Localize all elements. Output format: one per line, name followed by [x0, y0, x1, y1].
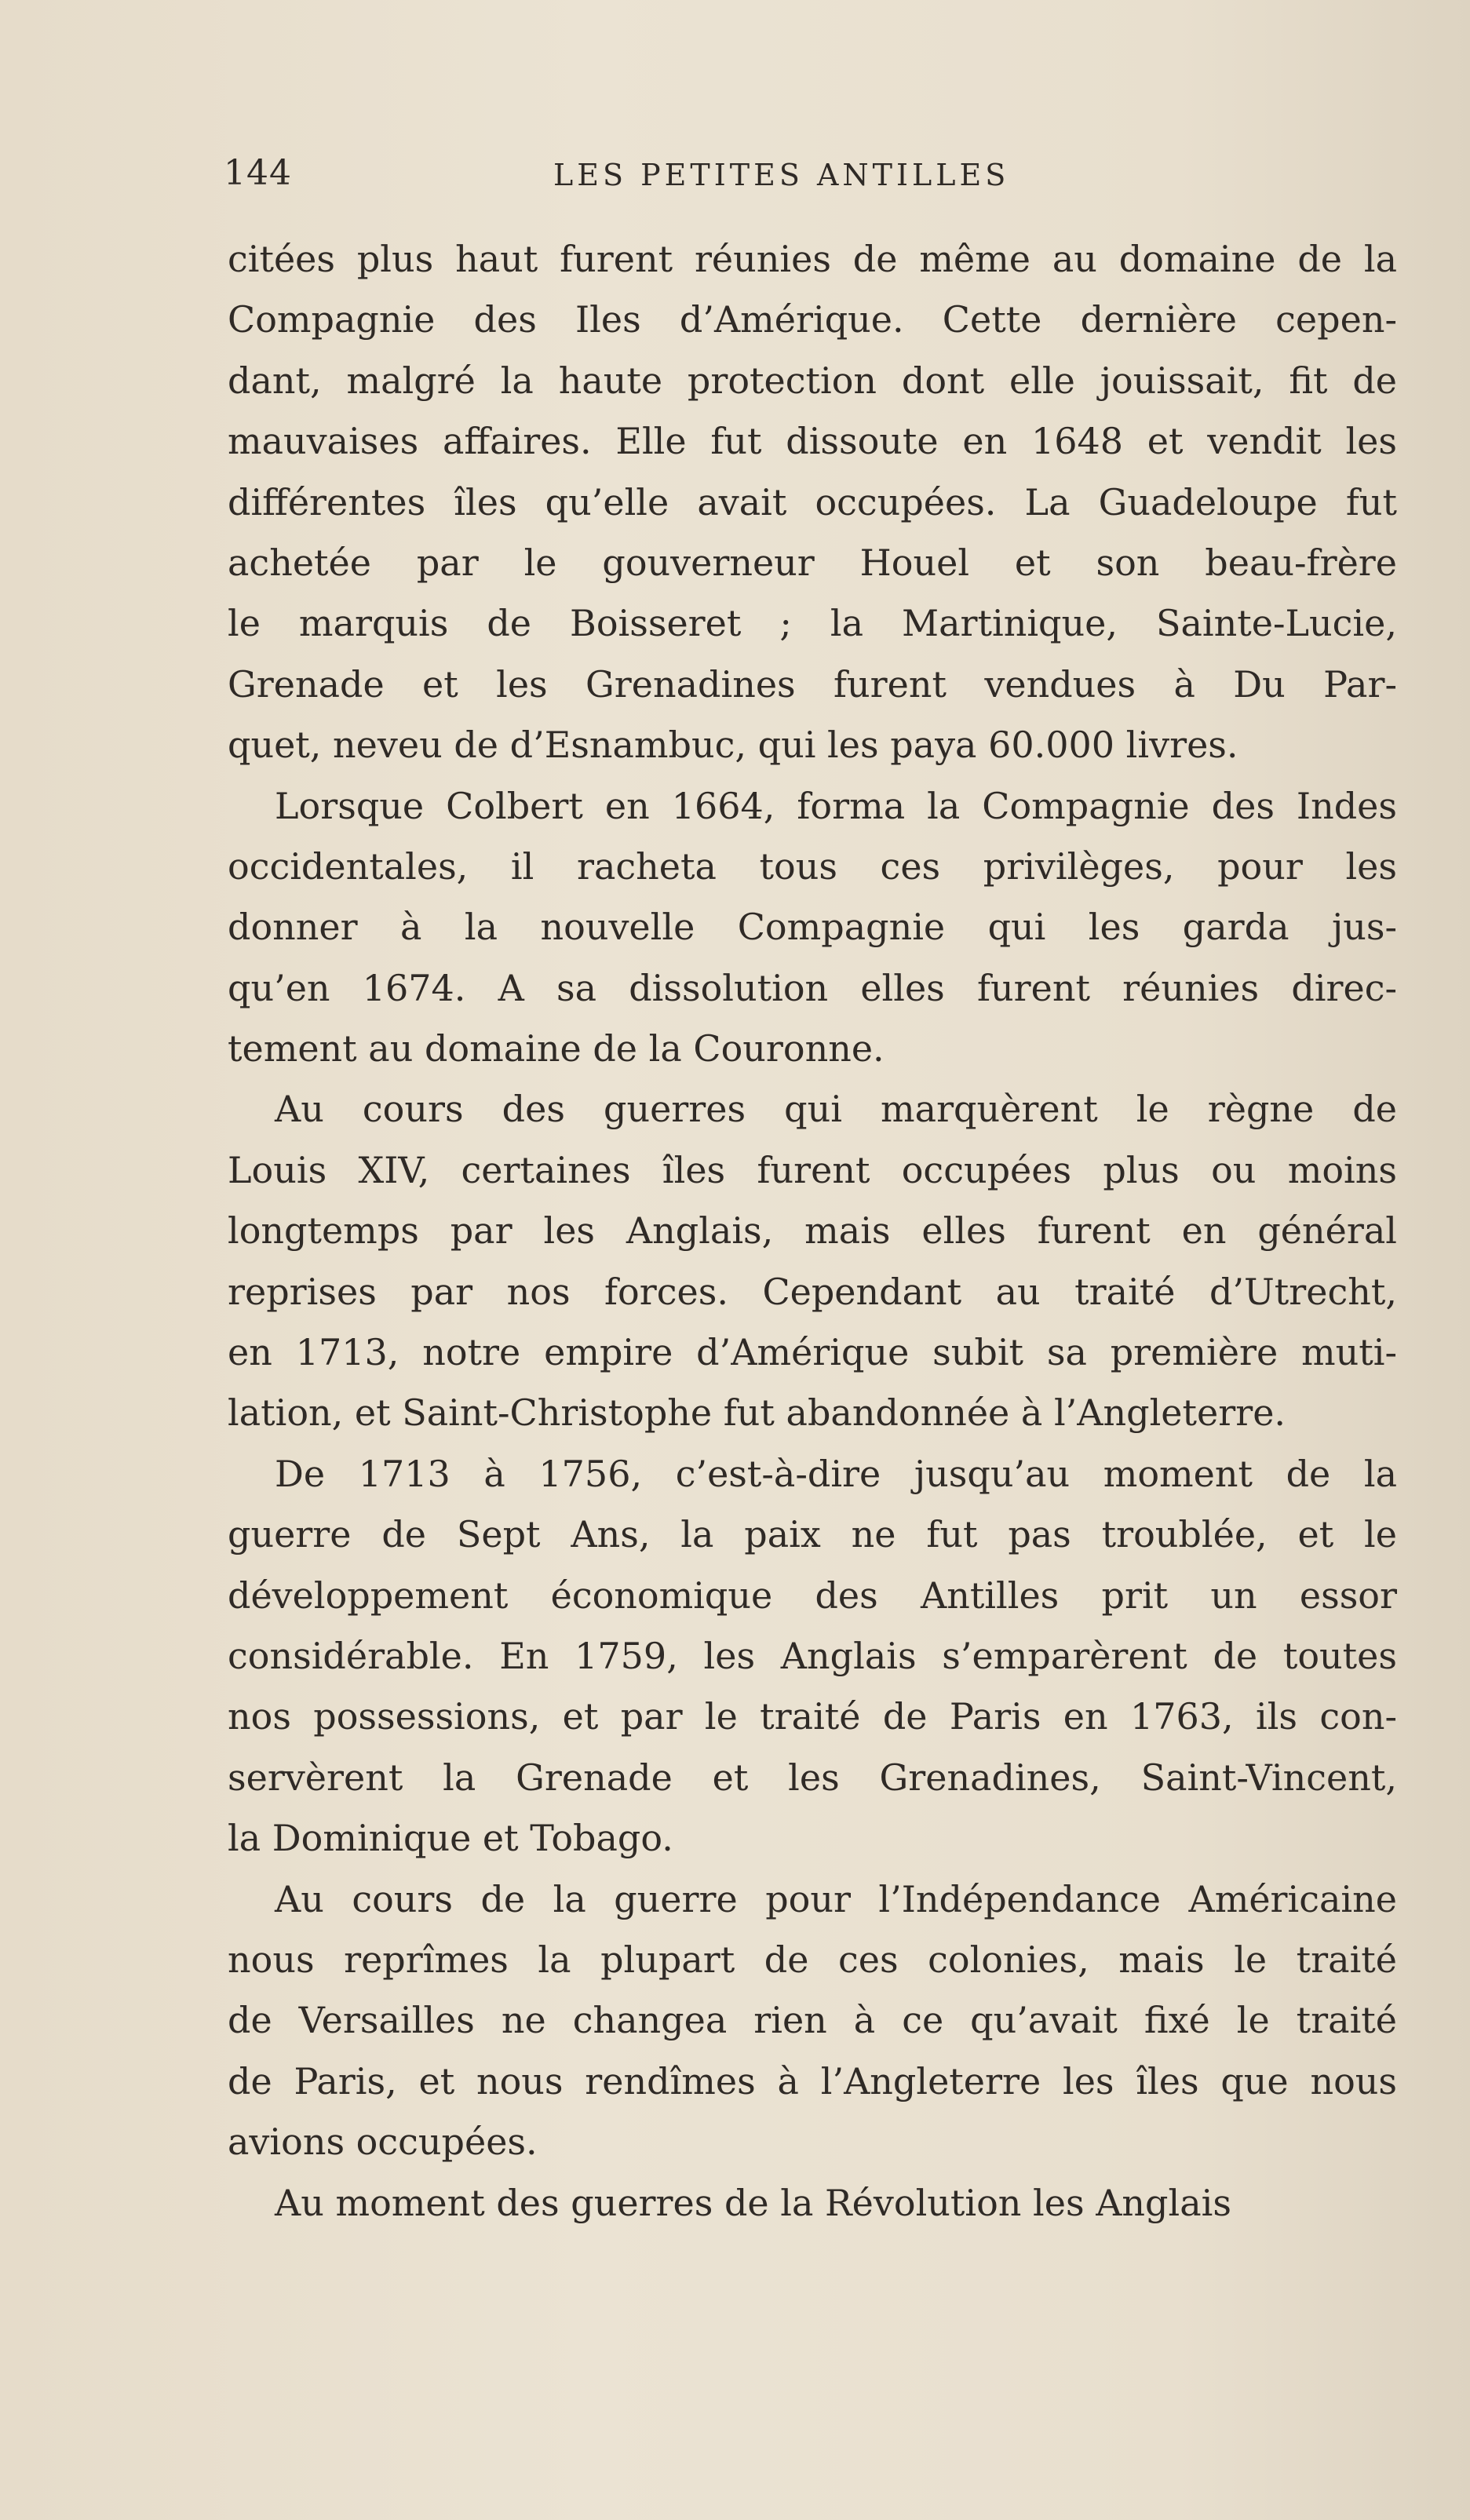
page-number: 144 [224, 153, 292, 193]
text-line: lation, et Saint-Christophe fut abandonnée à l’Angleterre. [228, 1391, 1286, 1435]
text-line: nous reprîmes la plupart de ces colonies, mais le traité [228, 1938, 1397, 1981]
text-line: Grenade et les Grenadines furent vendues à Du Par- [228, 662, 1397, 706]
paragraph-start-line: De 1713 à 1756, c’est-à-dire jusqu’au moment de la [275, 1452, 1397, 1495]
text-line: différentes îles qu’elle avait occupées. La Guadeloupe fut [228, 480, 1397, 523]
text-line: mauvaises affaires. Elle fut dissoute en 1648 et vendit les [228, 420, 1397, 463]
text-line: la Dominique et Tobago. [228, 1817, 673, 1860]
text-line: en 1713, notre empire d’Amérique subit sa première muti- [228, 1331, 1397, 1374]
paragraph-start-line: Au moment des guerres de la Révolution les Anglais [275, 2181, 1231, 2224]
text-line: développement économique des Antilles prit un essor [228, 1574, 1397, 1617]
text-line: le marquis de Boisseret ; la Martinique, Sainte-Lucie, [228, 602, 1397, 645]
text-line: occidentales, il racheta tous ces privilèges, pour les [228, 844, 1397, 888]
text-line: considérable. En 1759, les Anglais s’emparèrent de toutes [228, 1634, 1397, 1677]
text-line: donner à la nouvelle Compagnie qui les garda jus- [228, 906, 1397, 949]
paragraph-start-line: Au cours des guerres qui marquèrent le règne de [275, 1088, 1397, 1131]
text-line: avions occupées. [228, 2121, 538, 2164]
text-line: de Paris, et nous rendîmes à l’Angleterre les îles que nous [228, 2059, 1397, 2102]
text-line: nos possessions, et par le traité de Paris en 1763, ils con- [228, 1695, 1397, 1738]
text-line: guerre de Sept Ans, la paix ne fut pas troublée, et le [228, 1513, 1397, 1556]
text-line: tement au domaine de la Couronne. [228, 1027, 885, 1070]
text-line: longtemps par les Anglais, mais elles furent en général [228, 1209, 1397, 1253]
text-line: qu’en 1674. A sa dissolution elles furent réunies direc- [228, 966, 1397, 1009]
text-line: quet, neveu de d’Esnambuc, qui les paya 60.000 livres. [228, 724, 1238, 767]
text-line: Compagnie des Iles d’Amérique. Cette dernière cepen- [228, 298, 1397, 341]
body-text [228, 229, 1397, 2234]
running-head: LES PETITES ANTILLES [553, 158, 1010, 192]
page-header [224, 153, 1401, 208]
text-line: achetée par le gouverneur Houel et son beau-frère [228, 541, 1397, 584]
paragraph-start-line: Au cours de la guerre pour l’Indépendance Américaine [275, 1877, 1397, 1920]
paragraph-start-line: Lorsque Colbert en 1664, forma la Compagnie des Indes [275, 784, 1397, 827]
text-line: servèrent la Grenade et les Grenadines, Saint-Vincent, [228, 1756, 1397, 1799]
text-line: Louis XIV, certaines îles furent occupées plus ou moins [228, 1148, 1397, 1191]
text-line: dant, malgré la haute protection dont elle jouissait, fit de [228, 359, 1397, 402]
text-line: citées plus haut furent réunies de même au domaine de la [228, 238, 1397, 280]
text-line: de Versailles ne changea rien à ce qu’avait fixé le traité [228, 1999, 1397, 2042]
text-line: reprises par nos forces. Cependant au traité d’Utrecht, [228, 1270, 1397, 1313]
